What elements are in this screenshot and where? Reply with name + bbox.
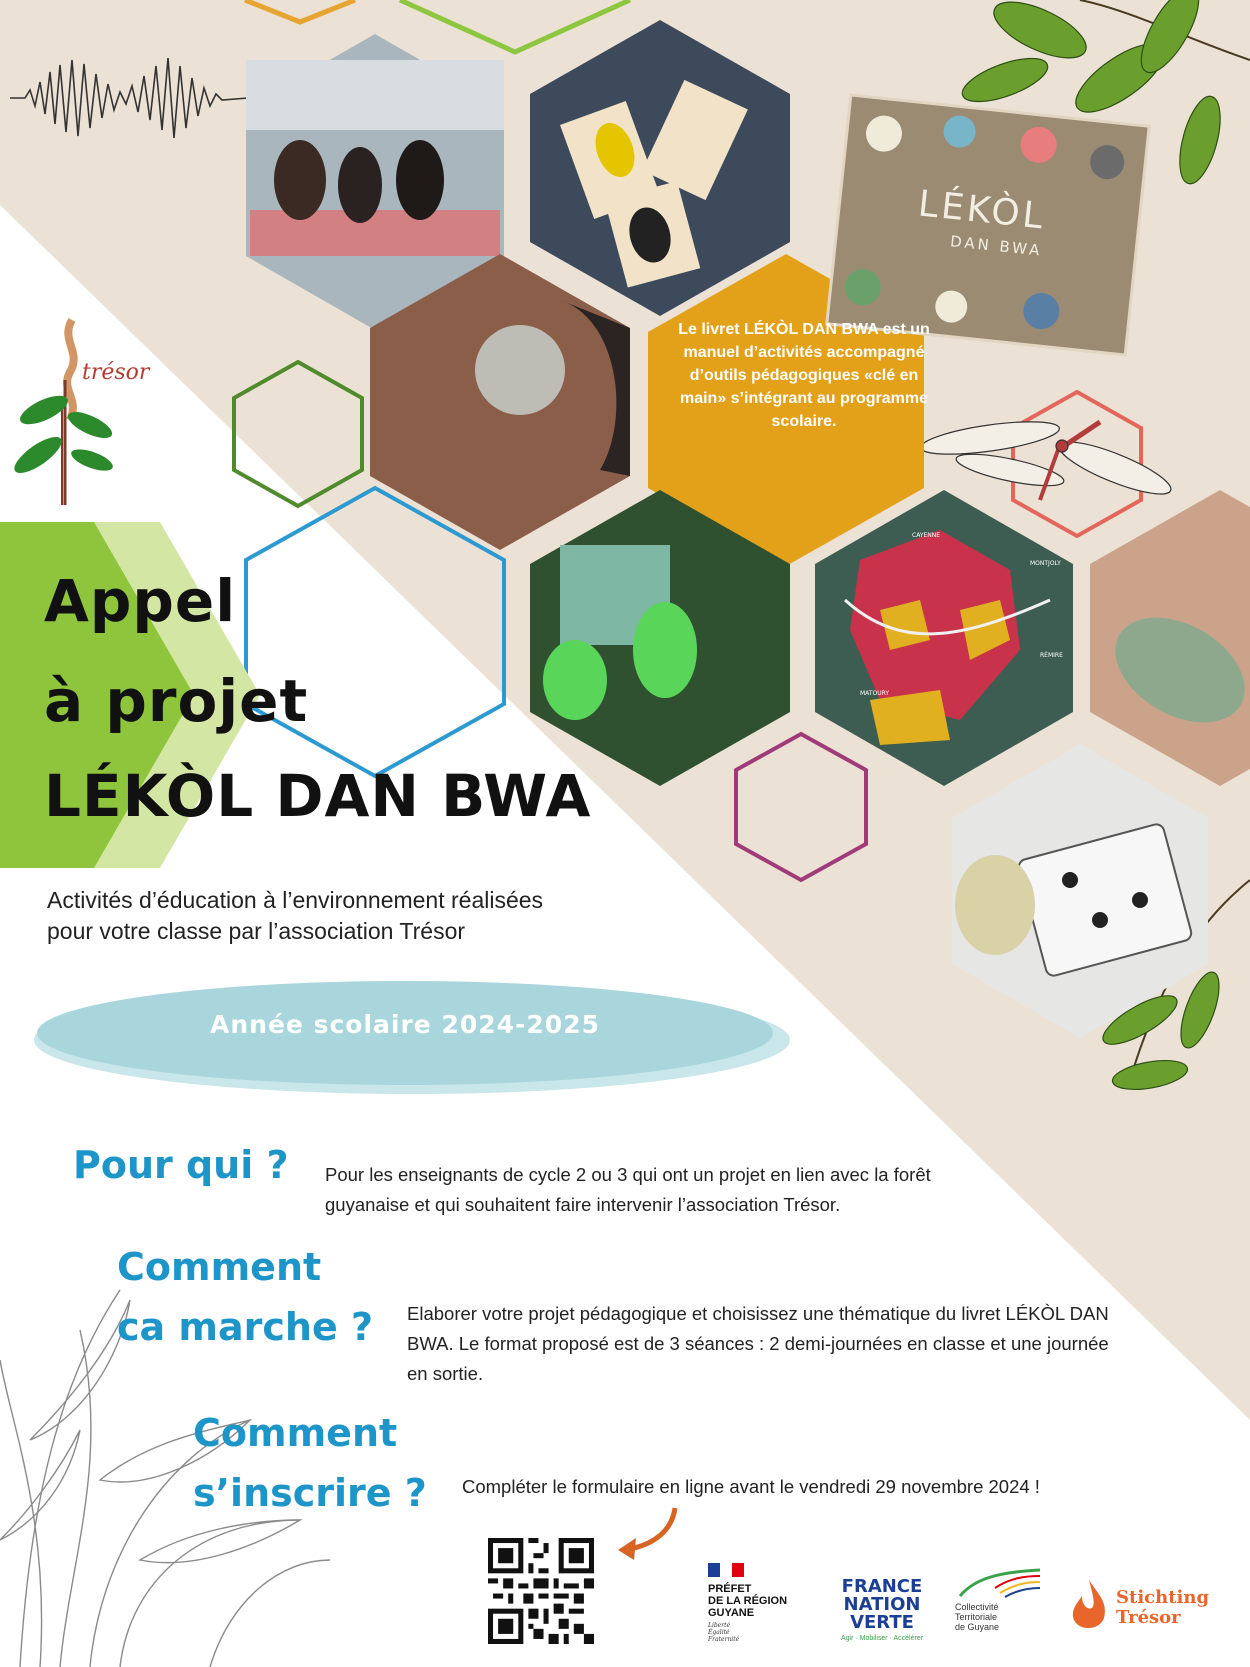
ctg-line-3: de Guyane — [955, 1622, 1000, 1632]
photo-footprints — [952, 744, 1208, 1038]
question-pour-qui: Pour qui ? — [73, 1143, 289, 1187]
marianne-icon — [708, 1563, 744, 1577]
ctg-swoosh-icon — [955, 1568, 1045, 1598]
prefet-line-2: DE LA RÉGION — [708, 1595, 788, 1607]
qr-code-icon[interactable] — [488, 1538, 594, 1644]
photo-leaf-hand — [1090, 490, 1250, 786]
prefet-motto-1: Liberté — [708, 1622, 731, 1629]
subtitle-line-2: pour votre classe par l’association Trésor — [47, 918, 466, 944]
answer-pour-qui: Pour les enseignants de cycle 2 ou 3 qui ont un projet en lien avec la forêt guyanaise et qui souhaitent faire intervenir l’association Trésor. — [325, 1164, 931, 1215]
stichting-line-2: Trésor — [1116, 1607, 1181, 1628]
logo-france-nation-verte — [832, 1578, 932, 1642]
title-line-3: LÉKÒL DAN BWA — [44, 762, 592, 830]
ctg-line-1: Collectivité — [955, 1602, 999, 1612]
prefet-motto-2: Égalité — [708, 1629, 730, 1636]
question-comment-ca-marche-2: ca marche ? — [117, 1305, 373, 1349]
title-line-1: Appel — [44, 567, 237, 635]
map-label-remire: RÉMIRE — [1040, 652, 1063, 659]
logo-prefet — [708, 1562, 818, 1643]
question-comment-ca-marche-1: Comment — [117, 1245, 322, 1289]
photo-map — [815, 490, 1073, 786]
answer-comment-ca-marche: Elaborer votre projet pédagogique et choisissez une thématique du livret LÉKÒL DAN BWA. Le format proposé est de 3 séances : 2 demi-journées en classe et une journée en sortie. — [407, 1303, 1109, 1384]
tresor-logo-text: trésor — [82, 360, 150, 385]
question-comment-sinscrire-2: s’inscrire ? — [193, 1471, 427, 1515]
prefet-line-3: GUYANE — [708, 1607, 755, 1619]
title-line-2: à projet — [44, 667, 309, 735]
fnv-line-2: NATION — [843, 1594, 921, 1615]
book-cover-title: LÉKÒL — [916, 183, 1048, 238]
year-banner-text: Année scolaire 2024-2025 — [210, 1010, 600, 1039]
photo-game-cards — [530, 20, 790, 316]
prefet-line-1: PRÉFET — [708, 1583, 752, 1595]
photo-forest-poster — [530, 490, 790, 786]
map-label-montjoly: MONTJOLY — [1030, 560, 1061, 567]
callout-text: Le livret LÉKÒL DAN BWA est un manuel d’activités accompagné d’outils pédagogiques «clé en main» s’intégrant au programme scolaire. — [678, 321, 930, 430]
ctg-line-2: Territoriale — [955, 1612, 998, 1622]
logo-ctg — [955, 1568, 1055, 1632]
book-cover-subtitle: DAN BWA — [949, 232, 1044, 260]
fnv-line-3: VERTE — [850, 1612, 914, 1633]
flame-icon — [1068, 1578, 1110, 1634]
prefet-motto-3: Fraternité — [708, 1636, 740, 1643]
question-comment-sinscrire-1: Comment — [193, 1411, 398, 1455]
map-label-matoury: MATOURY — [860, 690, 890, 697]
fnv-tagline: Agir · Mobiliser · Accélérer — [840, 1635, 924, 1642]
fnv-line-1: FRANCE — [841, 1576, 923, 1597]
map-label-cayenne: CAYENNE — [912, 532, 941, 539]
subtitle — [47, 885, 667, 947]
answer-comment-sinscrire: Compléter le formulaire en ligne avant le vendredi 29 novembre 2024 ! — [462, 1476, 1040, 1497]
subtitle-line-1: Activités d’éducation à l’environnement réalisées — [47, 887, 544, 913]
stichting-line-1: Stichting — [1116, 1587, 1210, 1608]
